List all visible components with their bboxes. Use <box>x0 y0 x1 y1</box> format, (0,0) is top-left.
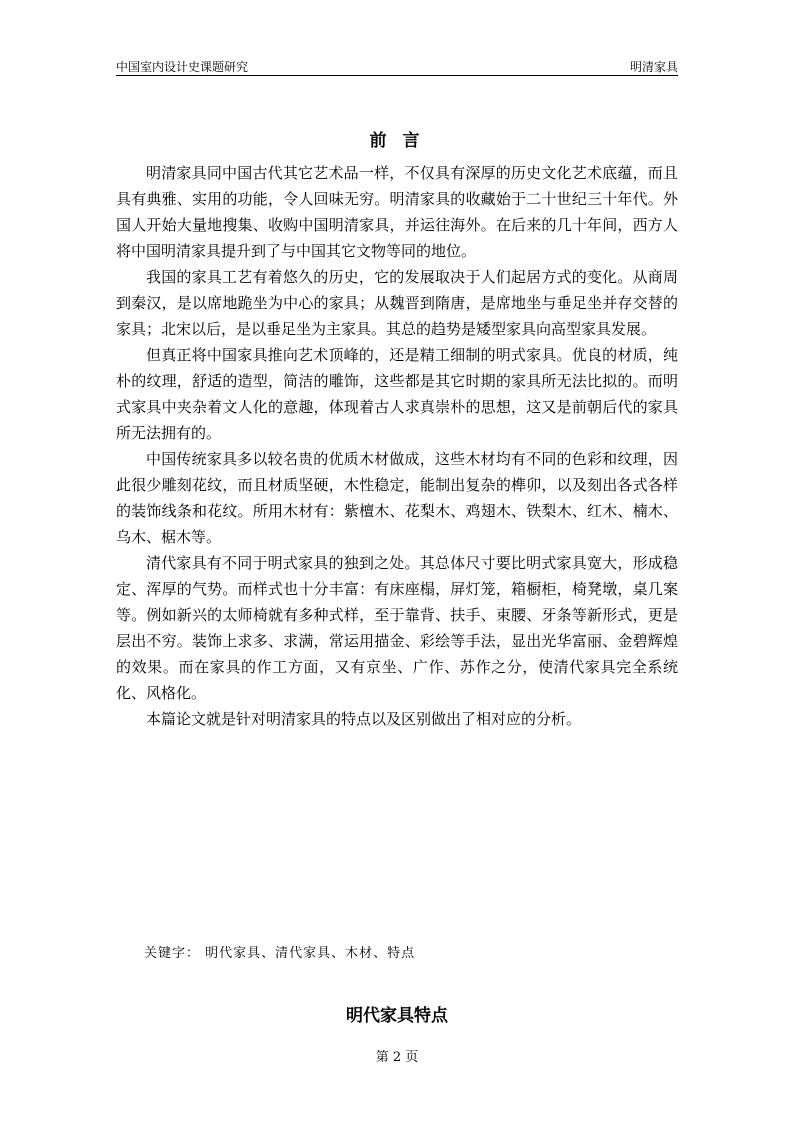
page-number: 第 2 页 <box>375 1050 419 1065</box>
paragraph-5: 清代家具有不同于明式家具的独到之处。其总体尺寸要比明式家具宽大，形成稳定、浑厚的气势。而样式也十分丰富：有床座榻，屏灯笼，箱橱柜，椅凳墩，桌几案等。例如新兴的太师椅就有多种式样，至于靠背、扶手、束腰、牙条等新形式，更是层出不穷。装饰上求多、求满，常运用描金、彩绘等手法，显出光华富丽、金碧辉煌的效果。而在家具的作工方面，又有京坐、广作、苏作之分，使清代家具完全系统化、风格化。 <box>116 554 678 702</box>
paragraph-1: 明清家具同中国古代其它艺术品一样，不仅具有深厚的历史文化艺术底蕴，而且具有典雅、实用的功能，令人回味无穷。明清家具的收藏始于二十世纪三十年代。外国人开始大量地搜集、收购中国明清家具，并运往海外。在后来的几十年间，西方人将中国明清家具提升到了与中国其它文物等同的地位。 <box>116 164 678 260</box>
paragraph-4: 中国传统家具多以较名贵的优质木材做成，这些木材均有不同的色彩和纹理，因此很少雕刻花纹，而且材质坚硬，木性稳定，能制出复杂的榫卯，以及刻出各式各样的装饰线条和花纹。所用木材有：紫檀木、花梨木、鸡翅木、铁梨木、红木、楠木、乌木、椐木等。 <box>116 450 678 546</box>
paragraph-2: 我国的家具工艺有着悠久的历史，它的发展取决于人们起居方式的变化。从商周到秦汉，是以席地跪坐为中心的家具；从魏晋到隋唐，是席地坐与垂足坐并存交替的家具；北宋以后，是以垂足坐为主家具。其总的趋势是矮型家具向高型家具发展。 <box>116 268 678 338</box>
section-title: 明代家具特点 <box>346 1006 448 1026</box>
preface-title: 前 言 <box>369 131 425 151</box>
preface-body <box>116 160 678 732</box>
header-divider <box>116 75 678 76</box>
paragraph-3: 但真正将中国家具推向艺术顶峰的，还是精工细制的明式家具。优良的材质，纯朴的纹理，舒适的造型，简洁的雕饰，这些都是其它时期的家具所无法比拟的。而明式家具中夹杂着文人化的意趣，体现着古人求真崇朴的思想，这又是前朝后代的家具所无法拥有的。 <box>116 346 678 442</box>
keywords-line: 关键字： 明代家具、清代家具、木材、特点 <box>144 946 416 961</box>
header-course-title: 中国室内设计史课题研究 <box>116 60 249 74</box>
header-topic: 明清家具 <box>629 60 678 74</box>
paragraph-6: 本篇论文就是针对明清家具的特点以及区别做出了相对应的分析。 <box>146 710 582 728</box>
